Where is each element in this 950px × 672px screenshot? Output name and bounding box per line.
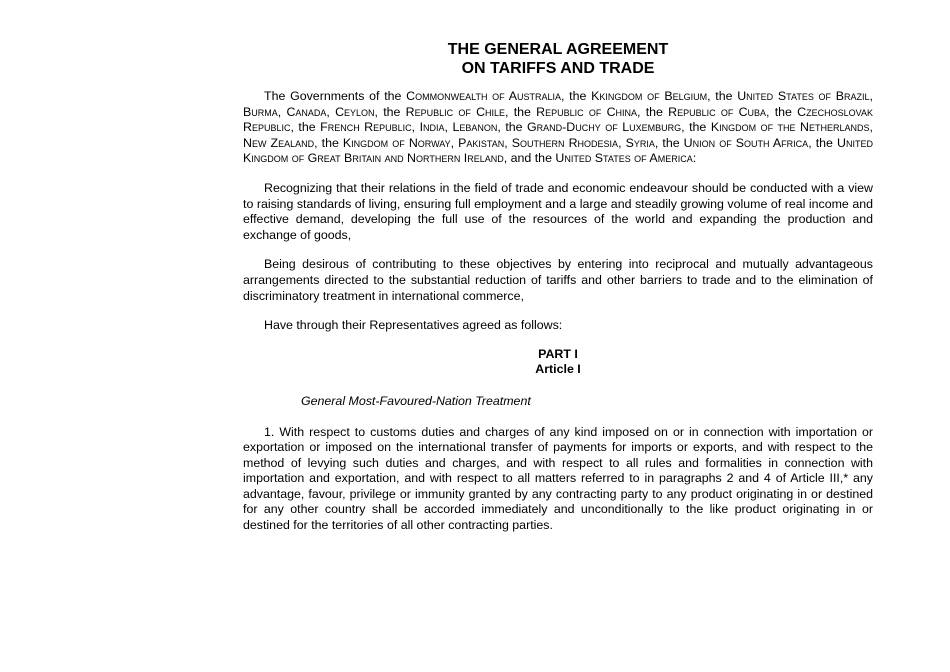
connector-text: , the [681, 120, 711, 135]
connector-text: , the [808, 135, 837, 150]
party-name: Czechoslovak Republic [243, 104, 873, 135]
title-line-2: ON TARIFFS AND TRADE [461, 60, 655, 77]
party-name: Ceylon [335, 104, 375, 119]
connector-text: , the [314, 135, 343, 150]
preamble-paragraph-recognizing: Recognizing that their relations in the field of trade and economic endeavour should be conducted with a view to raising standards of living, ensuring full employment and a large and steadily growing volume of real income and effective demand, developing the full use of the resources of the world and expanding the production and exchange of goods, [243, 180, 873, 242]
party-name: Republic of China [536, 104, 638, 119]
connector-text: , [450, 135, 459, 150]
connector-text: , the [505, 104, 537, 119]
connector-text: , [411, 120, 420, 135]
part-label: PART I [538, 346, 578, 361]
party-name: Commonwealth of Australia [406, 89, 561, 103]
party-name: Southern Rhodesia [511, 135, 619, 150]
connector-text: , [618, 135, 626, 150]
article-heading: General Most-Favoured-Nation Treatment [301, 393, 531, 408]
document-page [243, 40, 873, 534]
party-name: United States of Brazil [737, 89, 870, 103]
connector-text: , [869, 120, 873, 135]
preamble-start: The Governments of the [264, 89, 407, 103]
party-name: Syria [625, 135, 655, 150]
party-name: India [419, 120, 445, 135]
preamble-paragraph-agreed: Have through their Representatives agreed as follows: [264, 318, 563, 333]
party-name: Lebanon [452, 120, 498, 135]
connector-text: , the [497, 120, 528, 135]
preamble-paragraph-desirous: Being desirous of contributing to these objectives by entering into reciprocal and mutually advantageous arrangements directed to the substantial reduction of tariffs and other barriers to trade and to the elimination of discriminatory treatment in international commerce, [243, 257, 873, 303]
party-name: United Kingdom of Great Britain and Northern Ireland [243, 135, 873, 166]
connector-text: : [692, 151, 697, 166]
connector-text: , the [654, 135, 684, 150]
part-article-header [243, 347, 873, 378]
party-name: Grand-Duchy of Luxemburg [527, 120, 682, 135]
party-name: Kkingdom of Belgium [591, 89, 708, 103]
article-paragraph-1: 1. With respect to customs duties and charges of any kind imposed on or in connection with importation or exportation or imposed on the international transfer of payments for imports or exports, and with respect to the method of levying such duties and charges, and with respect to all rules and formalities in connection with importation and exportation, and with respect to all matters referred to in paragraphs 2 and 4 of Article III,* any advantage, favour, privilege or immunity granted by any contracting party to any product originating in or destined for any other country shall be accorded immediately and unconditionally to the like product originating in or destined for the territories of all other contracting parties. [243, 424, 873, 533]
connector-text: , the [374, 104, 406, 119]
title-line-1: THE GENERAL AGREEMENT [447, 41, 669, 58]
connector-text: , the [707, 89, 738, 103]
party-name: Kingdom of Norway [342, 135, 451, 150]
connector-text: , [869, 89, 873, 103]
party-name: New Zealand [243, 135, 315, 150]
connector-text: , [444, 120, 453, 135]
party-name: Canada [286, 104, 327, 119]
connector-text: , and the [503, 151, 556, 166]
document-title [243, 40, 873, 78]
party-name: Republic of Chile [405, 104, 506, 119]
connector-text: , the [637, 104, 669, 119]
connector-text: , the [560, 89, 592, 103]
party-name: United States of America [555, 151, 693, 166]
party-name: French Republic [320, 120, 412, 135]
party-name: Burma [243, 104, 278, 119]
preamble-paragraph-governments [243, 89, 873, 167]
party-name: Pakistan [458, 135, 505, 150]
party-name: Republic of Cuba [668, 104, 767, 119]
party-name: Union of South Africa [683, 135, 809, 150]
connector-text: , [277, 104, 287, 119]
connector-text: , [504, 135, 512, 150]
connector-text: , [326, 104, 336, 119]
connector-text: , the [290, 120, 321, 135]
party-name: Kingdom of the Netherlands [710, 120, 870, 135]
article-label: Article I [535, 362, 581, 377]
connector-text: , the [766, 104, 798, 119]
